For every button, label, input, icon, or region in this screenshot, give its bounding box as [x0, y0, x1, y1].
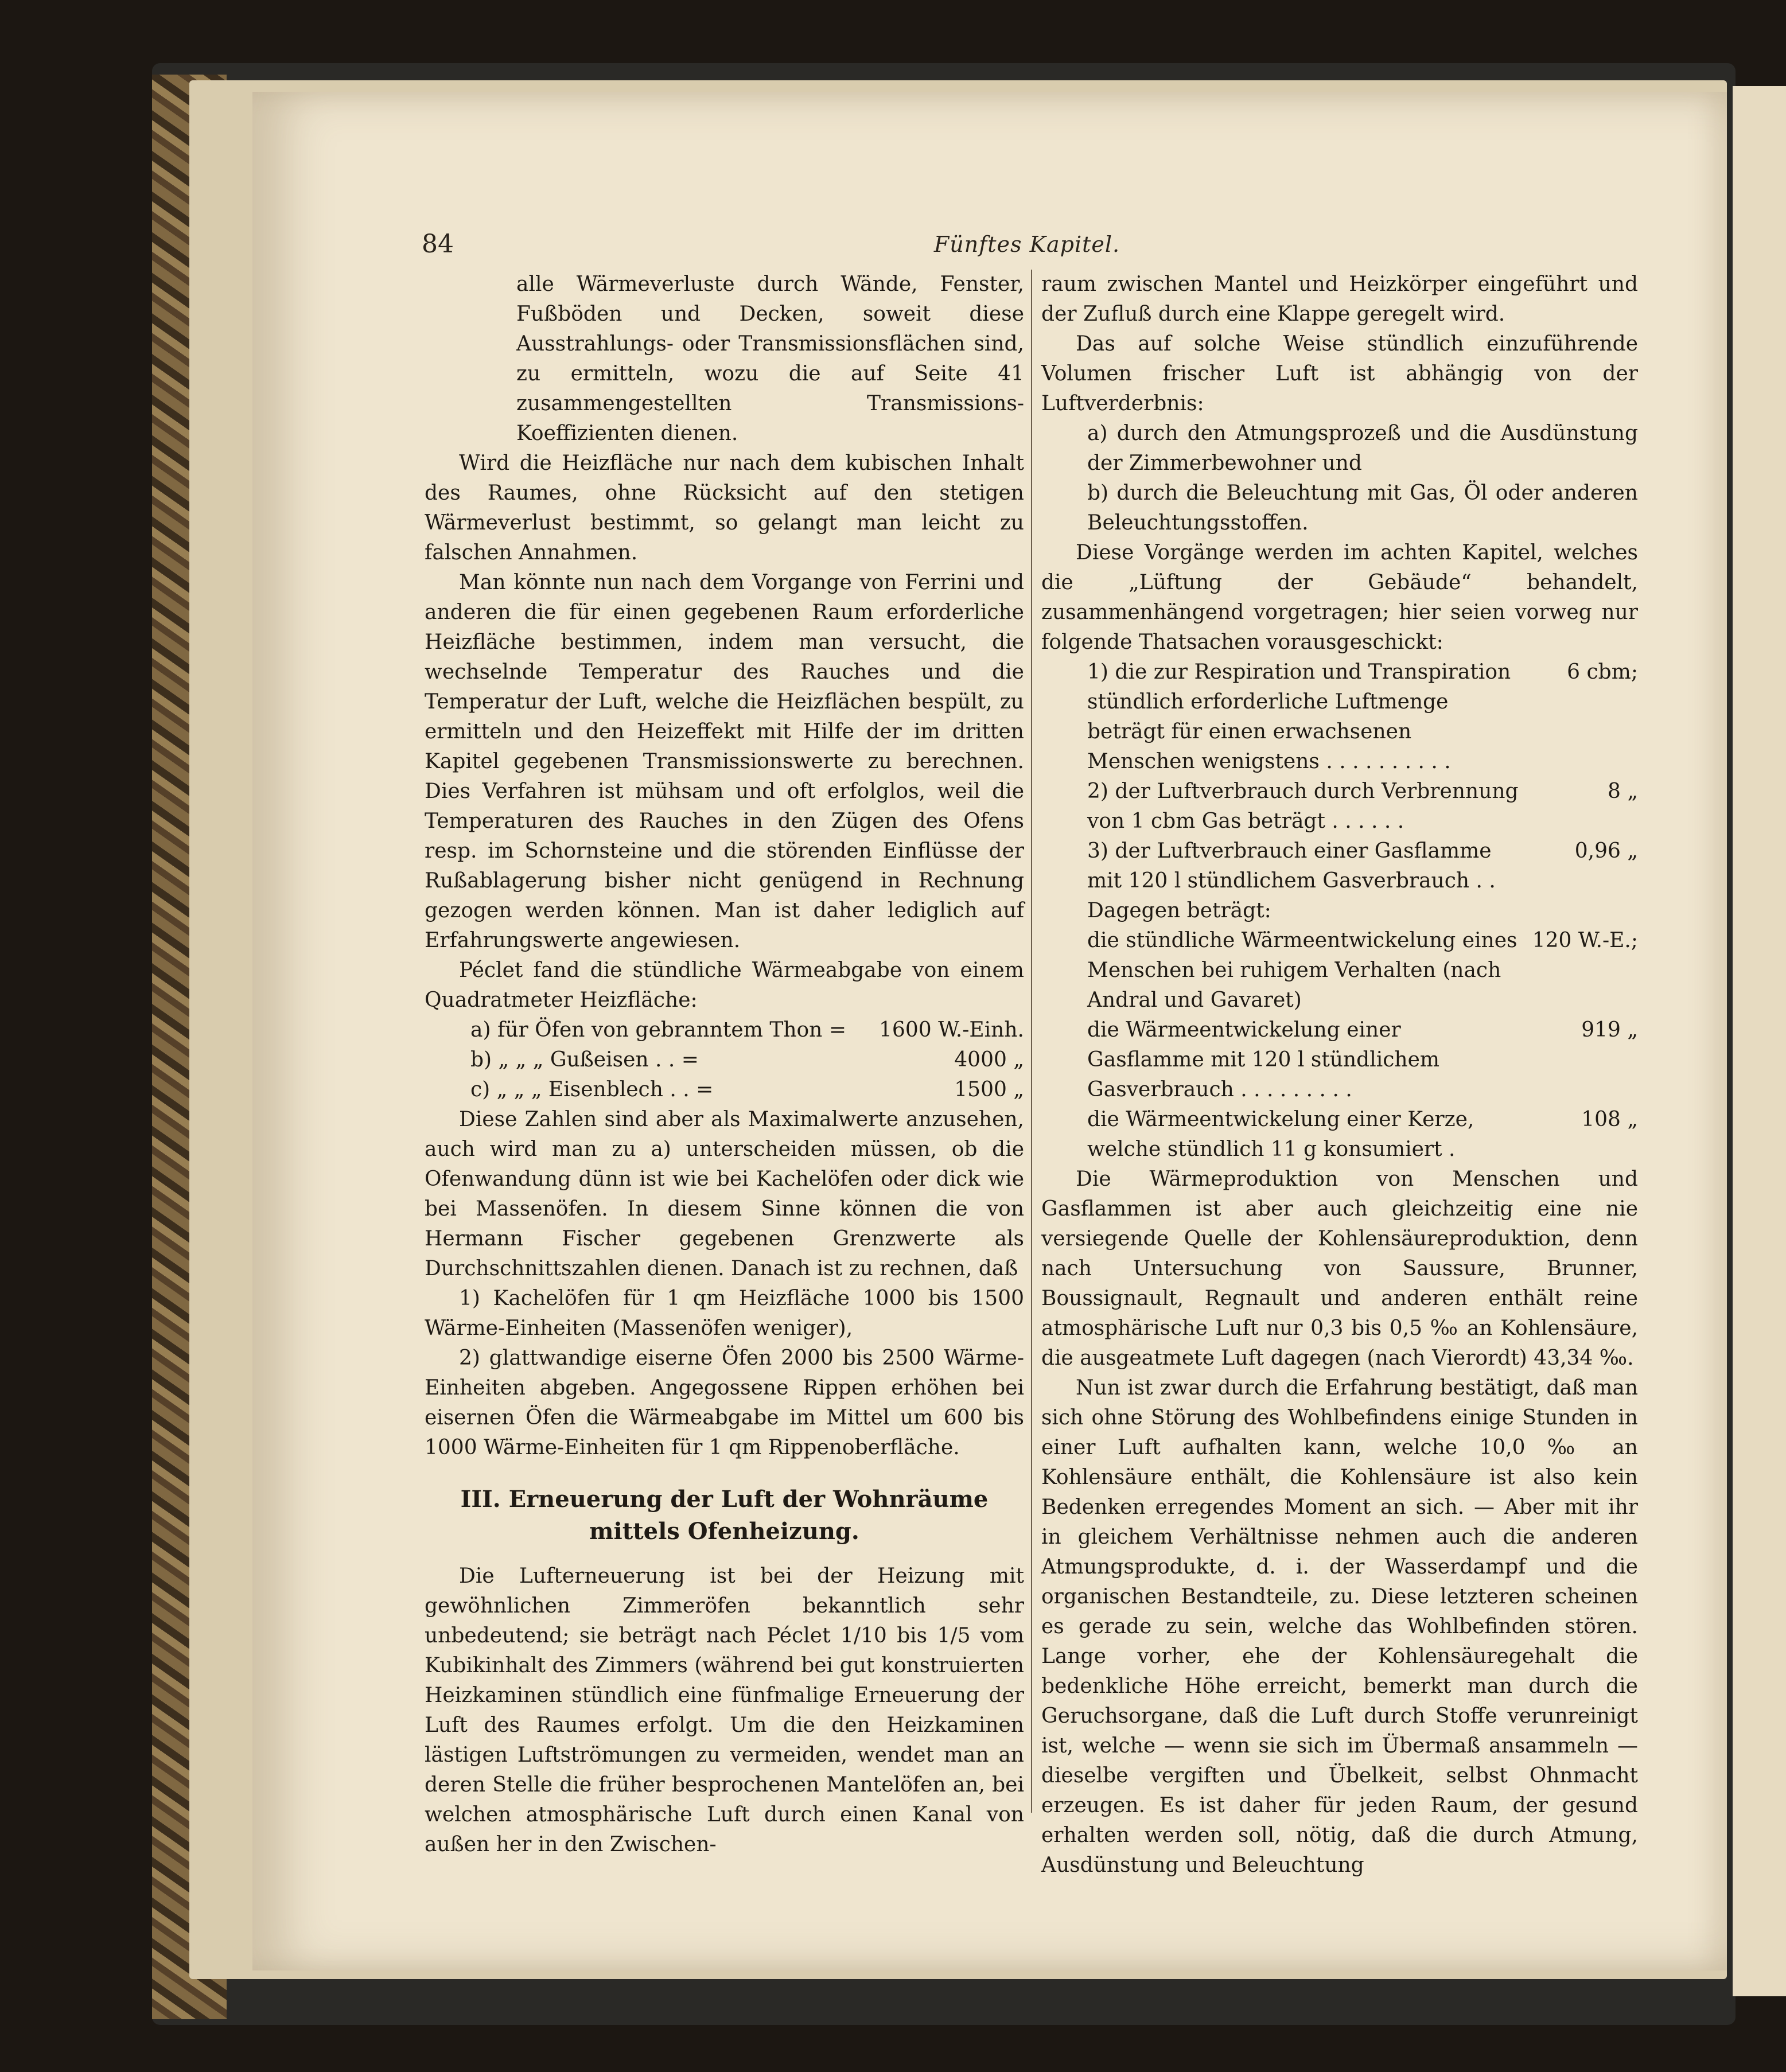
- list-value: 1600 W.-Einh.: [879, 1018, 1024, 1042]
- list-item: [1087, 777, 1638, 836]
- value-list: [425, 1015, 1024, 1105]
- list-label: c) „ „ „ Eisenblech . . =: [470, 1078, 714, 1101]
- list-value: 0,96 „: [1574, 839, 1638, 863]
- paragraph: raum zwischen Mantel und Heizkörper eingeführt und der Zufluß durch eine Klappe geregelt wird.: [1041, 272, 1638, 326]
- list-item: [1087, 836, 1638, 896]
- list-value: 8 „: [1608, 780, 1638, 803]
- paragraph: Péclet fand die stündliche Wärmeabgabe von einem Quadratmeter Heizfläche:: [425, 959, 1024, 1012]
- paragraph: Das auf solche Weise stündlich einzuführende Volumen frischer Luft ist abhängig von der Luftverderbnis:: [1041, 332, 1638, 415]
- list-label: die stündliche Wärmeentwickelung eines Menschen bei ruhigem Verhalten (nach Andral und Gavaret): [1087, 929, 1517, 1012]
- column-divider: [1031, 270, 1032, 1813]
- paragraph: Diese Zahlen sind aber als Maximalwerte anzusehen, auch wird man zu a) unterscheiden müssen, ob die Ofenwandung dünn ist wie bei Kachelöfen oder dick wie bei Massenöfen. In diesem Sinne können die von Hermann Fischer gegebenen Grenzwerte als Durchschnittszahlen dienen. Danach ist zu rechnen, daß: [425, 1108, 1024, 1280]
- list-label: a) für Öfen von gebranntem Thon =: [470, 1018, 846, 1042]
- list-value: 919 „: [1581, 1018, 1638, 1042]
- left-column: [425, 270, 1024, 1860]
- list-label: b) „ „ „ Gußeisen . . =: [470, 1048, 699, 1072]
- paragraph: Diese Vorgänge werden im achten Kapitel, welches die „Lüftung der Gebäude“ behandelt, zusammenhängend vorgetragen; hier seien vorweg nur folgende Thatsachen vorausgeschickt:: [1041, 541, 1638, 654]
- list-label: 1) die zur Respiration und Transpiration stündlich erforderliche Luftmenge beträgt für einen erwachsenen Menschen wenigstens . . . . . . . . . .: [1087, 660, 1511, 773]
- list-value: 4000 „: [954, 1048, 1024, 1072]
- facing-page-edge: [1733, 86, 1786, 1996]
- list-item: [1087, 1105, 1638, 1164]
- paragraph: Wird die Heizfläche nur nach dem kubischen Inhalt des Raumes, ohne Rücksicht auf den stetigen Wärmeverlust bestimmt, so gelangt man leicht zu falschen Annahmen.: [425, 451, 1024, 564]
- list-item: [470, 1045, 1024, 1075]
- list-label: 2) der Luftverbrauch durch Verbrennung von 1 cbm Gas beträgt . . . . . .: [1087, 780, 1519, 833]
- paragraph: 1) Kachelöfen für 1 qm Heizfläche 1000 bis 1500 Wärme-Einheiten (Massenöfen weniger),: [425, 1287, 1024, 1340]
- value-list: [1041, 926, 1638, 1164]
- list-item: [1087, 657, 1638, 777]
- paragraph: Die Wärmeproduktion von Menschen und Gasflammen ist aber auch gleichzeitig eine nie versiegende Quelle der Kohlensäureproduktion, denn nach Untersuchung von Saussure, Brunner, Boussignault, Regnault und anderen enthält reine atmosphärische Luft nur 0,3 bis 0,5 ‰ an Kohlensäure, die ausgeatmete Luft dagegen (nach Vierordt) 43,34 ‰.: [1041, 1167, 1638, 1370]
- paragraph: Die Lufterneuerung ist bei der Heizung mit gewöhnlichen Zimmeröfen bekanntlich sehr unbedeutend; sie beträgt nach Péclet 1/10 bis 1/5 vom Kubikinhalt des Zimmers (während bei gut konstruierten Heizkaminen stündlich eine fünfmalige Erneuerung der Luft des Raumes erfolgt. Um die den Heizkaminen lästigen Luftströmungen zu vermeiden, wendet man an deren Stelle die früher besprochenen Mantelöfen an, bei welchen atmosphärische Luft durch einen Kanal von außen her in den Zwischen-: [425, 1564, 1024, 1856]
- running-head: Fünftes Kapitel.: [933, 232, 1120, 257]
- page-number: 84: [422, 229, 454, 259]
- paragraph: Man könnte nun nach dem Vorgange von Ferrini und anderen die für einen gegebenen Raum erforderliche Heizfläche bestimmen, indem man versucht, die wechselnde Temperatur des Rauches und die Temperatur der Luft, welche die Heizflächen bespült, zu ermitteln und den Heizeffekt mit Hilfe der im dritten Kapitel gegebenen Transmissionswerte zu berechnen. Dies Verfahren ist mühsam und oft erfolglos, weil die Temperaturen des Rauches in den Zügen des Ofens resp. im Schornsteine und die störenden Einflüsse der Rußablagerung bisher nicht genügend in Rechnung gezogen werden können. Man ist daher lediglich auf Erfahrungswerte angewiesen.: [425, 571, 1024, 952]
- list-item: [1087, 926, 1638, 1015]
- list-item: [470, 1015, 1024, 1045]
- list-value: 6 cbm;: [1567, 660, 1638, 684]
- paragraph: a) durch den Atmungsprozeß und die Ausdünstung der Zimmerbewohner und: [1087, 422, 1638, 475]
- list-value: 108 „: [1581, 1108, 1638, 1131]
- paragraph: 2) glattwandige eiserne Öfen 2000 bis 2500 Wärme-Einheiten abgeben. Angegossene Rippen erhöhen bei eisernen Öfen die Wärmeabgabe im Mittel um 600 bis 1000 Wärme-Einheiten für 1 qm Rippenoberfläche.: [425, 1346, 1024, 1459]
- right-column: [1041, 270, 1638, 1880]
- list-label: die Wärmeentwickelung einer Kerze, welche stündlich 11 g konsumiert .: [1087, 1108, 1474, 1161]
- paragraph: Nun ist zwar durch die Erfahrung bestätigt, daß man sich ohne Störung des Wohlbefindens einige Stunden in einer Luft aufhalten kann, welche 10,0 ‰ an Kohlensäure enthält, die Kohlensäure ist also kein Bedenken erregendes Moment an sich. — Aber mit ihr in gleichem Verhältnisse nehmen auch die anderen Atmungsprodukte, d. i. der Wasserdampf und die organischen Bestandteile, zu. Diese letzteren scheinen es gerade zu sein, welche das Wohlbefinden stören. Lange vorher, ehe der Kohlensäuregehalt die bedenkliche Höhe erreicht, bemerkt man durch die Geruchsorgane, daß die Luft durch Stoffe verunreinigt ist, welche — wenn sie sich im Übermaß ansammeln — dieselbe vergiften und Übelkeit, selbst Ohnmacht erzeugen. Es ist daher für jeden Raum, der gesund erhalten werden soll, nötig, daß die durch Atmung, Ausdünstung und Beleuchtung: [1041, 1376, 1638, 1877]
- value-list: [1041, 657, 1638, 896]
- list-value: 1500 „: [954, 1078, 1024, 1101]
- paragraph: alle Wärmeverluste durch Wände, Fenster, Fußböden und Decken, soweit diese Ausstrahlungs- oder Transmissionsflächen sind, zu ermitteln, wozu die auf Seite 41 zusammengestellten Transmissions-Koeffizienten dienen.: [516, 272, 1024, 445]
- paragraph: b) durch die Beleuchtung mit Gas, Öl oder anderen Beleuchtungsstoffen.: [1087, 481, 1638, 535]
- list-label: 3) der Luftverbrauch einer Gasflamme mit 120 l stündlichem Gasverbrauch . .: [1087, 839, 1496, 893]
- section-heading: III. Erneuerung der Luft der Wohnräume mittels Ofenheizung.: [460, 1486, 989, 1545]
- list-item: [1087, 1015, 1638, 1105]
- list-value: 120 W.-E.;: [1532, 929, 1638, 952]
- paragraph: Dagegen beträgt:: [1087, 899, 1271, 922]
- list-item: [470, 1075, 1024, 1105]
- page-header: [422, 229, 1632, 264]
- list-label: die Wärmeentwickelung einer Gasflamme mit 120 l stündlichem Gasverbrauch . . . . . . . . .: [1087, 1018, 1440, 1101]
